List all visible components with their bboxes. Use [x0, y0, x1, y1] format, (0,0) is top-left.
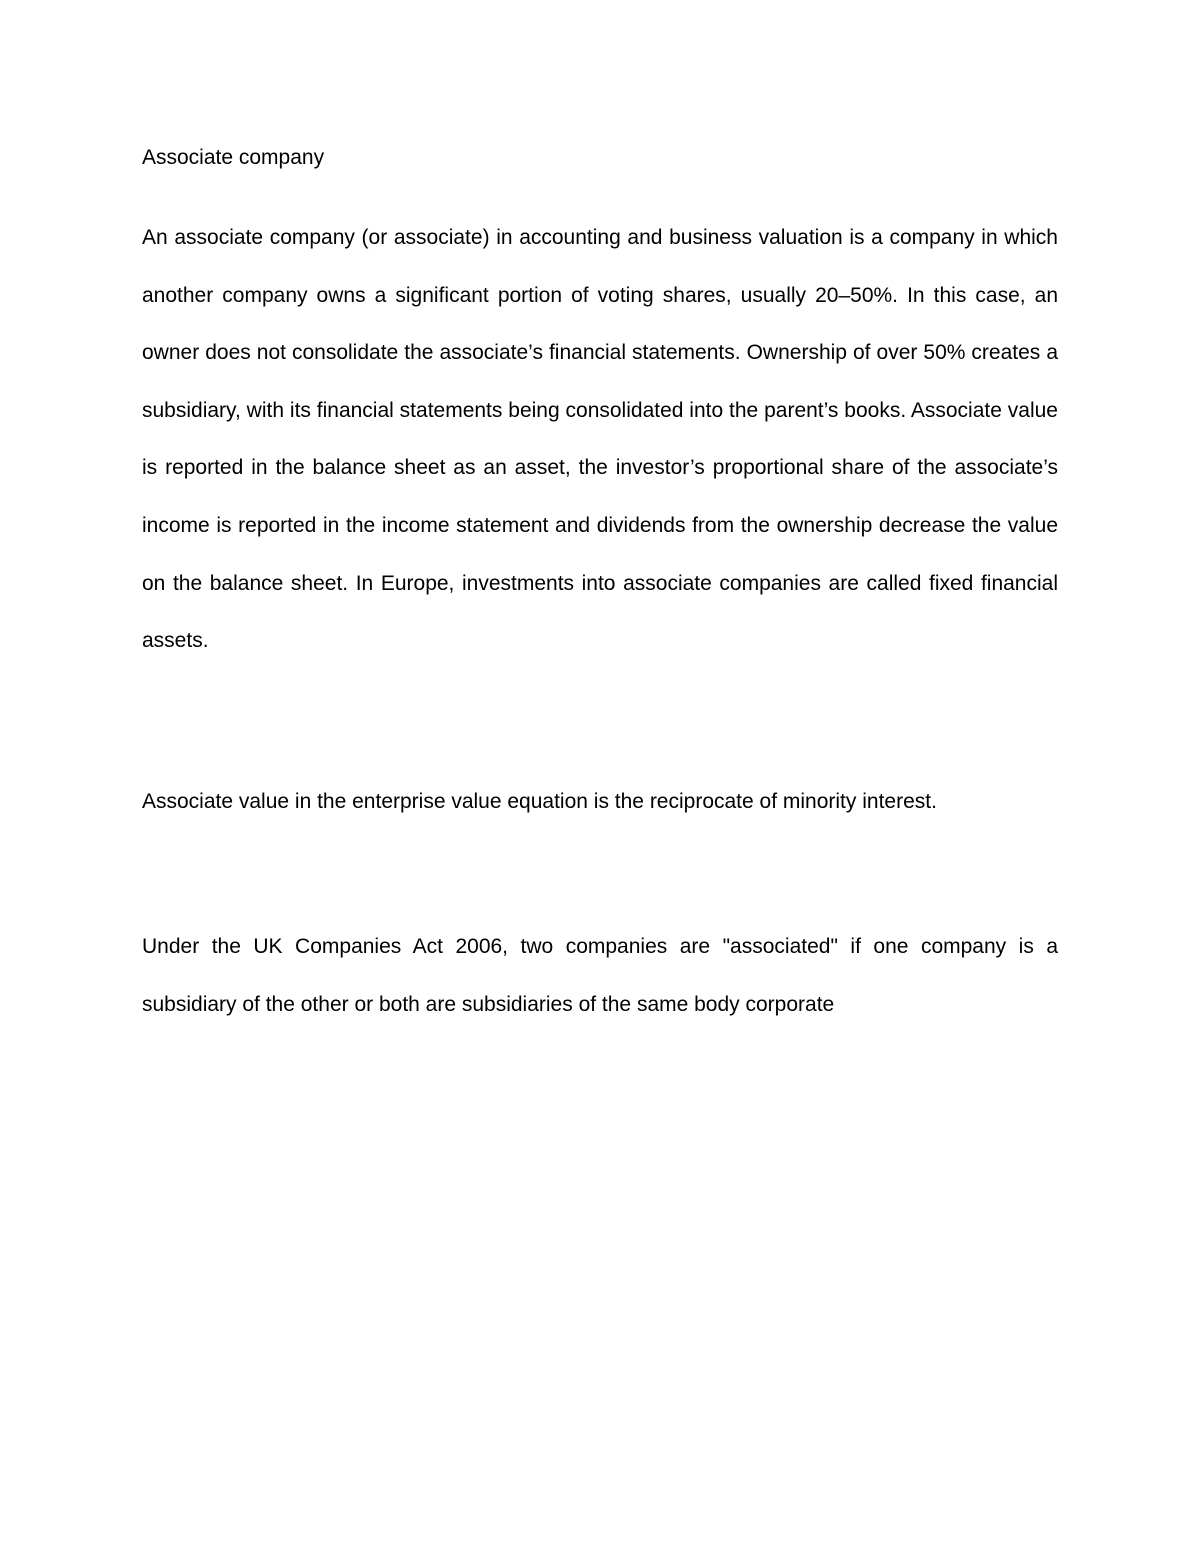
paragraph-definition: An associate company (or associate) in accounting and business valuation is a company in which another company owns a significant portion of voting shares, usually 20–50%. In this case, an owner does not consolidate the associate’s financial statements. Ownership of over 50% creates a subsidiary, with its financial statements being consolidated into the parent’s books. Associate value is reported in the balance sheet as an asset, the investor’s proportional share of the associate’s income is reported in the income statement and dividends from the ownership decrease the value on the balance sheet. In Europe, investments into associate companies are called fixed financial assets.: [142, 226, 1058, 653]
paragraph-enterprise-value: Associate value in the enterprise value equation is the reciprocate of minority interest.: [142, 789, 937, 813]
document-content: [142, 138, 1058, 1034]
paragraph-uk-companies-act: Under the UK Companies Act 2006, two companies are "associated" if one company is a subsidiary of the other or both are subsidiaries of the same body corporate: [142, 935, 1058, 1016]
document-title: Associate company: [142, 146, 325, 169]
